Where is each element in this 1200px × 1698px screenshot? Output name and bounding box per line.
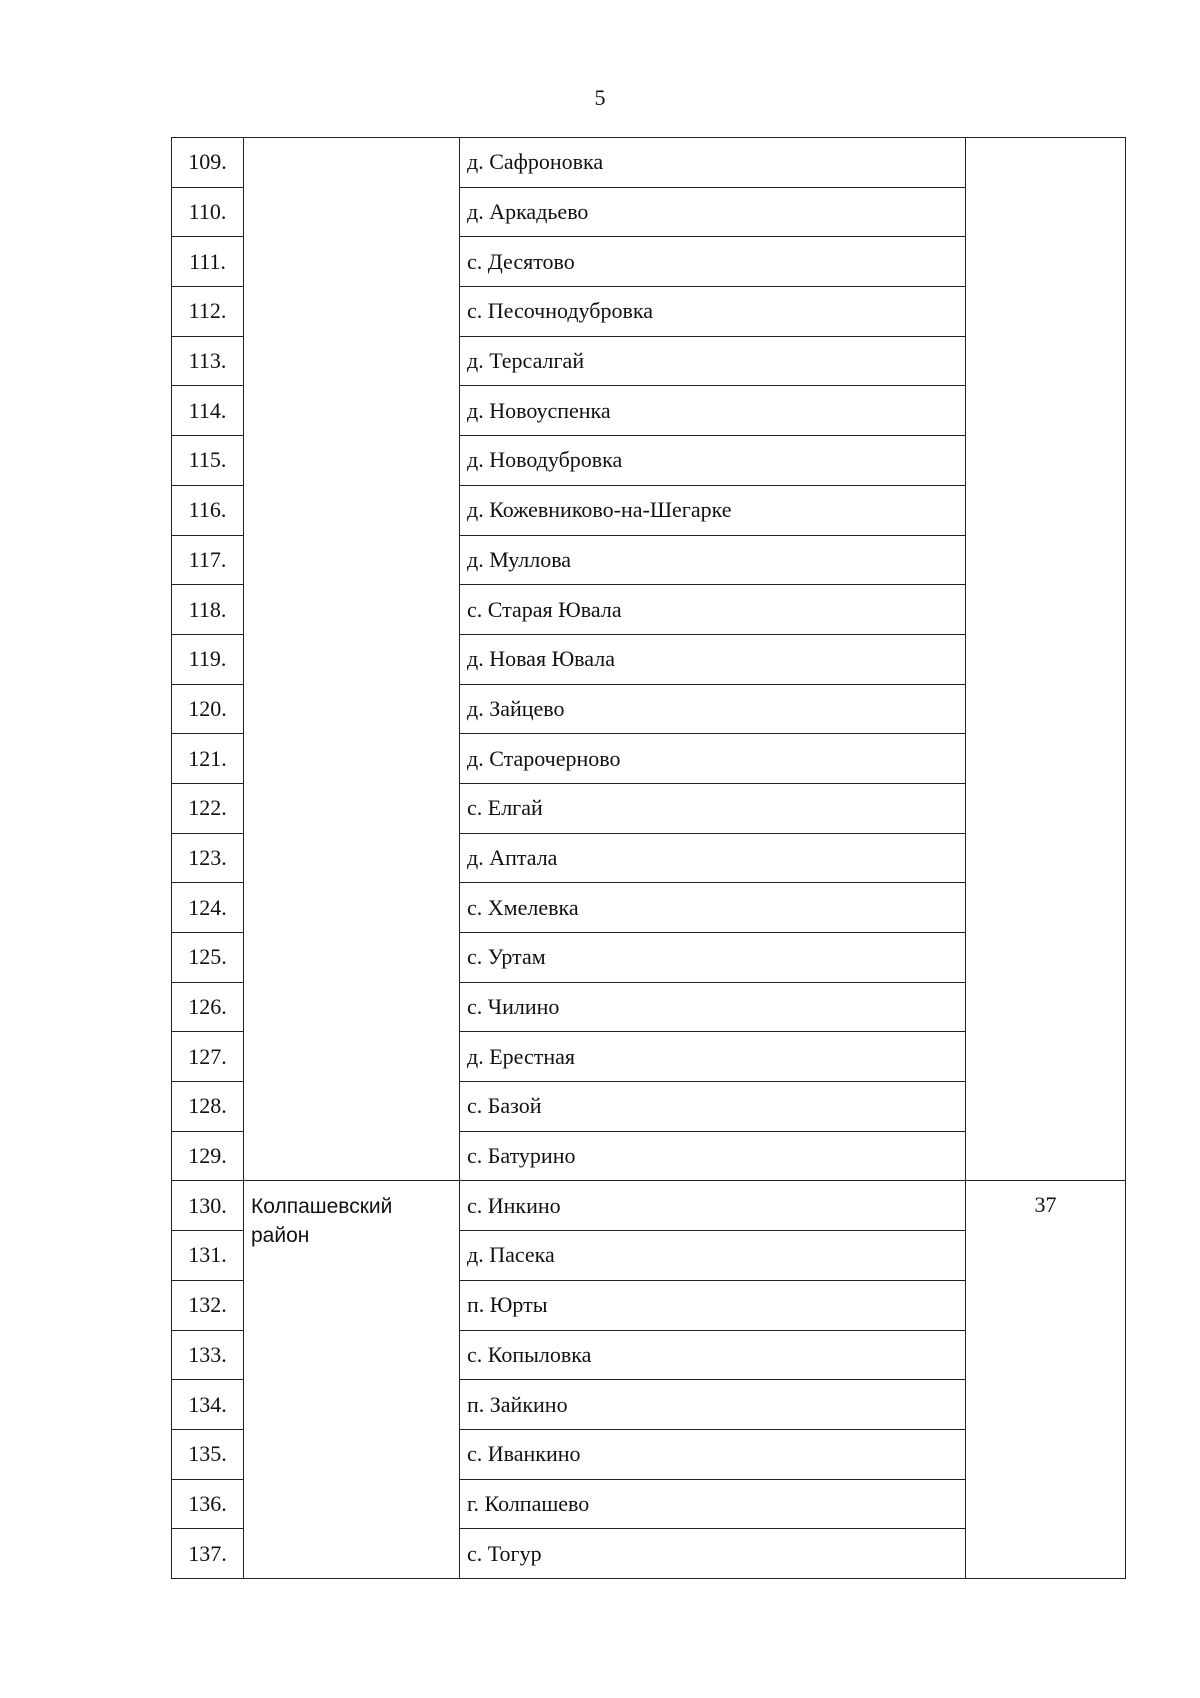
row-number: 110.: [172, 187, 244, 237]
settlement-name: д. Аркадьево: [460, 187, 966, 237]
row-number: 126.: [172, 982, 244, 1032]
settlement-name: д. Зайцево: [460, 684, 966, 734]
row-number: 128.: [172, 1082, 244, 1132]
row-number: 116.: [172, 485, 244, 535]
row-number: 129.: [172, 1131, 244, 1181]
district-name: Колпашевский район: [244, 1181, 460, 1579]
settlement-name: с. Иванкино: [460, 1429, 966, 1479]
settlement-name: с. Инкино: [460, 1181, 966, 1231]
settlement-name: с. Песочнодубровка: [460, 287, 966, 337]
row-number: 134.: [172, 1380, 244, 1430]
settlements-table: [171, 137, 1126, 1579]
settlement-name: д. Муллова: [460, 535, 966, 585]
settlement-name: с. Елгай: [460, 783, 966, 833]
settlement-name: с. Уртам: [460, 933, 966, 983]
row-number: 123.: [172, 833, 244, 883]
settlement-name: д. Новодубровка: [460, 436, 966, 486]
row-number: 122.: [172, 783, 244, 833]
settlement-name: г. Колпашево: [460, 1479, 966, 1529]
row-number: 117.: [172, 535, 244, 585]
settlement-name: д. Старочерново: [460, 734, 966, 784]
settlement-name: д. Пасека: [460, 1231, 966, 1281]
row-number: 115.: [172, 436, 244, 486]
settlement-name: с. Хмелевка: [460, 883, 966, 933]
settlement-count: [966, 138, 1126, 1181]
row-number: 114.: [172, 386, 244, 436]
row-number: 124.: [172, 883, 244, 933]
settlement-count: 37: [966, 1181, 1126, 1579]
settlement-name: д. Терсалгай: [460, 336, 966, 386]
table-row: [172, 138, 1126, 188]
row-number: 136.: [172, 1479, 244, 1529]
settlements-table-body: [172, 138, 1126, 1579]
district-name: [244, 138, 460, 1181]
row-number: 130.: [172, 1181, 244, 1231]
settlement-name: д. Сафроновка: [460, 138, 966, 188]
settlement-name: с. Базой: [460, 1082, 966, 1132]
row-number: 135.: [172, 1429, 244, 1479]
settlement-name: с. Старая Ювала: [460, 585, 966, 635]
row-number: 112.: [172, 287, 244, 337]
row-number: 121.: [172, 734, 244, 784]
settlement-name: д. Новоуспенка: [460, 386, 966, 436]
row-number: 120.: [172, 684, 244, 734]
settlement-name: с. Копыловка: [460, 1330, 966, 1380]
row-number: 125.: [172, 933, 244, 983]
settlement-name: п. Юрты: [460, 1280, 966, 1330]
row-number: 127.: [172, 1032, 244, 1082]
settlement-name: с. Батурино: [460, 1131, 966, 1181]
row-number: 111.: [172, 237, 244, 287]
row-number: 119.: [172, 634, 244, 684]
settlement-name: с. Десятово: [460, 237, 966, 287]
row-number: 109.: [172, 138, 244, 188]
row-number: 118.: [172, 585, 244, 635]
row-number: 133.: [172, 1330, 244, 1380]
settlement-name: с. Тогур: [460, 1529, 966, 1579]
settlement-name: п. Зайкино: [460, 1380, 966, 1430]
page-number: 5: [594, 85, 606, 110]
settlement-name: д. Новая Ювала: [460, 634, 966, 684]
table-row: [172, 1181, 1126, 1231]
row-number: 113.: [172, 336, 244, 386]
settlement-name: с. Чилино: [460, 982, 966, 1032]
row-number: 137.: [172, 1529, 244, 1579]
row-number: 132.: [172, 1280, 244, 1330]
settlement-name: д. Ерестная: [460, 1032, 966, 1082]
row-number: 131.: [172, 1231, 244, 1281]
settlement-name: д. Кожевниково-на-Шегарке: [460, 485, 966, 535]
settlement-name: д. Аптала: [460, 833, 966, 883]
